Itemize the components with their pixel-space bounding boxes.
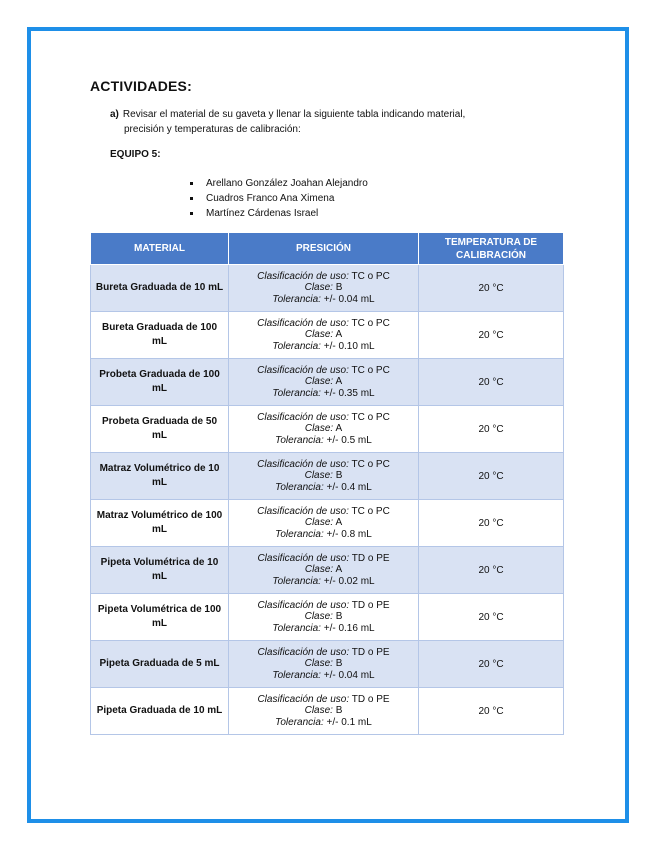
use-classification-line: [229, 553, 418, 565]
temperature-cell: 20 °C: [419, 453, 564, 500]
section-heading: ACTIVIDADES:: [90, 78, 192, 94]
class-line: [229, 282, 418, 294]
tolerance-label: Tolerancia:: [272, 293, 321, 305]
tolerance-value: +/- 0.35 mL: [323, 387, 375, 399]
table-row: [91, 547, 564, 594]
precision-cell: [229, 406, 419, 453]
table-row: [91, 641, 564, 688]
tolerance-value: +/- 0.5 mL: [326, 434, 372, 446]
tolerance-label: Tolerancia:: [272, 387, 321, 399]
tolerance-line: [229, 294, 418, 306]
material-cell: Probeta Graduada de 100 mL: [91, 359, 229, 406]
use-classification-line: [229, 600, 418, 612]
tolerance-label: Tolerancia:: [275, 434, 324, 446]
material-cell: Bureta Graduada de 10 mL: [91, 265, 229, 312]
activity-instruction: [110, 107, 562, 137]
use-classification-label: Clasificación de uso:: [257, 505, 349, 517]
material-cell: Pipeta Graduada de 5 mL: [91, 641, 229, 688]
tolerance-line: [229, 388, 418, 400]
class-line: [229, 470, 418, 482]
tolerance-value: +/- 0.04 mL: [323, 669, 375, 681]
class-label: Clase:: [304, 470, 333, 482]
precision-cell: [229, 359, 419, 406]
header-temperature: TEMPERATURA DE CALIBRACIÓN: [419, 233, 564, 265]
use-classification-label: Clasificación de uso:: [257, 458, 349, 470]
class-value: B: [335, 282, 343, 294]
tolerance-label: Tolerancia:: [275, 528, 324, 540]
tolerance-value: +/- 0.8 mL: [326, 528, 372, 540]
header-precision: PRESICIÓN: [229, 233, 419, 265]
use-classification-line: [229, 694, 418, 706]
use-classification-value: TC o PC: [351, 317, 390, 329]
use-classification-line: [229, 647, 418, 659]
class-value: A: [335, 329, 343, 341]
tolerance-value: +/- 0.10 mL: [323, 340, 375, 352]
use-classification-label: Clasificación de uso:: [257, 317, 349, 329]
table-row: [91, 688, 564, 735]
use-classification-value: TC o PC: [351, 411, 390, 423]
tolerance-line: [229, 623, 418, 635]
class-line: [229, 517, 418, 529]
table-row: [91, 406, 564, 453]
class-line: [229, 329, 418, 341]
tolerance-label: Tolerancia:: [272, 340, 321, 352]
tolerance-line: [229, 717, 418, 729]
use-classification-value: TC o PC: [351, 270, 390, 282]
member-item: Arellano González Joahan Alejandro: [190, 176, 368, 191]
use-classification-line: [229, 412, 418, 424]
class-value: A: [335, 517, 343, 529]
use-classification-label: Clasificación de uso:: [257, 364, 349, 376]
temperature-cell: 20 °C: [419, 312, 564, 359]
use-classification-line: [229, 506, 418, 518]
class-label: Clase:: [304, 564, 334, 576]
class-value: B: [335, 470, 343, 482]
class-line: [229, 705, 418, 717]
tolerance-value: +/- 0.4 mL: [326, 481, 372, 493]
material-cell: Pipeta Volumétrica de 100 mL: [91, 594, 229, 641]
use-classification-value: TD o PE: [351, 599, 390, 611]
class-line: [229, 611, 418, 623]
tolerance-label: Tolerancia:: [272, 575, 321, 587]
temperature-cell: 20 °C: [419, 500, 564, 547]
member-item: Martínez Cárdenas Israel: [190, 206, 368, 221]
table-row: [91, 359, 564, 406]
use-classification-line: [229, 365, 418, 377]
tolerance-line: [229, 341, 418, 353]
table-row: [91, 500, 564, 547]
class-value: A: [335, 423, 343, 435]
calibration-table: [90, 232, 564, 735]
precision-cell: [229, 265, 419, 312]
temperature-cell: 20 °C: [419, 688, 564, 735]
tolerance-label: Tolerancia:: [275, 716, 324, 728]
header-material: MATERIAL: [91, 233, 229, 265]
use-classification-label: Clasificación de uso:: [257, 693, 350, 705]
class-value: B: [335, 611, 343, 623]
use-classification-value: TC o PC: [351, 458, 390, 470]
class-line: [229, 423, 418, 435]
class-label: Clase:: [304, 329, 334, 341]
use-classification-label: Clasificación de uso:: [257, 646, 350, 658]
material-cell: Matraz Volumétrico de 10 mL: [91, 453, 229, 500]
material-cell: Probeta Graduada de 50 mL: [91, 406, 229, 453]
class-value: B: [335, 658, 343, 670]
class-label: Clase:: [304, 376, 334, 388]
temperature-cell: 20 °C: [419, 641, 564, 688]
use-classification-line: [229, 318, 418, 330]
tolerance-line: [229, 435, 418, 447]
class-label: Clase:: [304, 611, 333, 623]
table-row: [91, 594, 564, 641]
use-classification-value: TC o PC: [351, 364, 390, 376]
use-classification-line: [229, 459, 418, 471]
use-classification-value: TD o PE: [351, 693, 390, 705]
material-cell: Bureta Graduada de 100 mL: [91, 312, 229, 359]
temperature-cell: 20 °C: [419, 594, 564, 641]
use-classification-value: TC o PC: [351, 505, 390, 517]
use-classification-value: TD o PE: [351, 552, 390, 564]
team-label: EQUIPO 5:: [110, 149, 161, 160]
use-classification-value: TD o PE: [351, 646, 390, 658]
class-label: Clase:: [304, 282, 333, 294]
class-line: [229, 376, 418, 388]
class-label: Clase:: [304, 517, 334, 529]
use-classification-label: Clasificación de uso:: [257, 599, 350, 611]
precision-cell: [229, 641, 419, 688]
use-classification-line: [229, 271, 418, 283]
temperature-cell: 20 °C: [419, 547, 564, 594]
material-cell: Pipeta Volumétrica de 10 mL: [91, 547, 229, 594]
tolerance-line: [229, 482, 418, 494]
table-body: [91, 265, 564, 735]
class-value: B: [335, 705, 343, 717]
tolerance-label: Tolerancia:: [272, 669, 321, 681]
use-classification-label: Clasificación de uso:: [257, 552, 350, 564]
tolerance-value: +/- 0.04 mL: [323, 293, 375, 305]
class-label: Clase:: [304, 705, 333, 717]
temperature-cell: 20 °C: [419, 406, 564, 453]
class-line: [229, 564, 418, 576]
class-label: Clase:: [304, 423, 334, 435]
tolerance-value: +/- 0.02 mL: [323, 575, 375, 587]
tolerance-label: Tolerancia:: [275, 481, 324, 493]
class-label: Clase:: [304, 658, 333, 670]
class-value: A: [335, 564, 343, 576]
table-header-row: [91, 233, 564, 265]
temperature-cell: 20 °C: [419, 265, 564, 312]
tolerance-line: [229, 670, 418, 682]
member-item: Cuadros Franco Ana Ximena: [190, 191, 368, 206]
tolerance-line: [229, 576, 418, 588]
precision-cell: [229, 547, 419, 594]
precision-cell: [229, 312, 419, 359]
tolerance-value: +/- 0.16 mL: [323, 622, 375, 634]
table-row: [91, 265, 564, 312]
table-row: [91, 312, 564, 359]
table-row: [91, 453, 564, 500]
temperature-cell: 20 °C: [419, 359, 564, 406]
class-line: [229, 658, 418, 670]
precision-cell: [229, 453, 419, 500]
precision-cell: [229, 688, 419, 735]
activity-marker: a): [110, 109, 119, 120]
member-list: [190, 176, 368, 221]
material-cell: Matraz Volumétrico de 100 mL: [91, 500, 229, 547]
use-classification-label: Clasificación de uso:: [257, 411, 349, 423]
tolerance-value: +/- 0.1 mL: [326, 716, 372, 728]
precision-cell: [229, 500, 419, 547]
tolerance-line: [229, 529, 418, 541]
tolerance-label: Tolerancia:: [272, 622, 321, 634]
class-value: A: [335, 376, 343, 388]
material-cell: Pipeta Graduada de 10 mL: [91, 688, 229, 735]
activity-text-line1: Revisar el material de su gaveta y llenar la siguiente tabla indicando material,: [122, 109, 466, 120]
precision-cell: [229, 594, 419, 641]
use-classification-label: Clasificación de uso:: [257, 270, 349, 282]
activity-text-line2: precisión y temperaturas de calibración:: [124, 124, 301, 135]
